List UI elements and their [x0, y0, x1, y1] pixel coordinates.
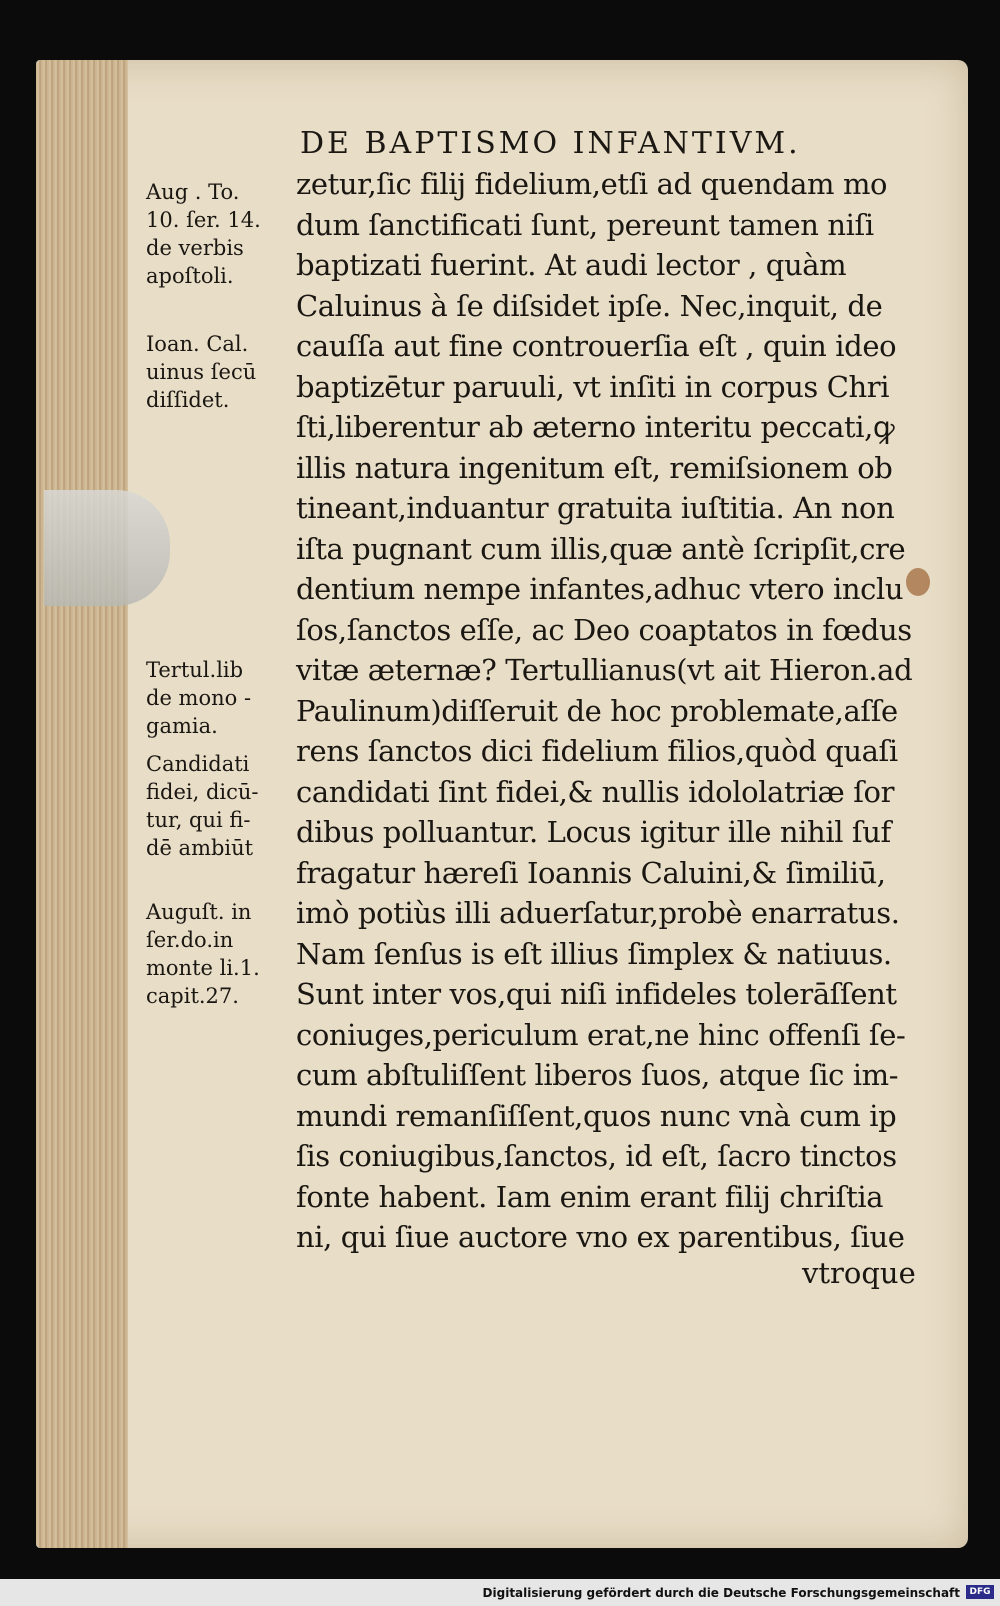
- text-line: rens ſanctos dici fidelium filios,quòd quaſi: [296, 734, 898, 768]
- text-line: Paulinum)diſſeruit de hoc problemate,aſſe: [296, 693, 898, 728]
- text-line: coniuges,periculum erat,ne hinc offenſi ſe-: [296, 1017, 906, 1052]
- main-text: [296, 164, 936, 1258]
- margin-line: monte li.1.: [146, 956, 260, 980]
- text-line: fonte habent. Iam enim erant filij chriſtia: [296, 1179, 884, 1214]
- margin-line: capit.27.: [146, 984, 239, 1008]
- text-line: ſti,liberentur ab æterno interitu peccati,ꝙ: [296, 410, 895, 444]
- text-line: imò potiùs illi aduerſatur,probè enarratus.: [296, 896, 900, 930]
- margin-line: Ioan. Cal.: [146, 332, 249, 356]
- margin-note-augustine: [146, 178, 296, 290]
- text-line: dibus polluantur. Locus igitur ille nihil ſuf: [296, 815, 891, 849]
- text-line: ſis coniugibus,ſanctos, id eſt, ſacro tinctos: [296, 1139, 897, 1173]
- footer-bar: [0, 1579, 1000, 1606]
- text-line: cauſſa aut fine controuerſia eſt , quin ideo: [296, 329, 897, 363]
- margin-note-candidati: [146, 750, 296, 862]
- margin-line: apoſtoli.: [146, 264, 234, 288]
- margin-line: Aug . To.: [146, 180, 240, 204]
- margin-line: de verbis: [146, 236, 244, 260]
- page-edges: [36, 60, 128, 1548]
- dfg-logo: DFG: [966, 1585, 994, 1599]
- running-head: DE BAPTISMO INFANTIVM.: [300, 126, 801, 161]
- margin-line: de mono -: [146, 686, 252, 710]
- margin-line: diſſidet.: [146, 388, 230, 412]
- text-line: baptizati fuerint. At audi lector , quàm: [296, 248, 847, 282]
- margin-note-tertullian: [146, 656, 296, 740]
- margin-note-calvin: [146, 330, 296, 414]
- text-line: baptizētur paruuli, vt inſiti in corpus Chri: [296, 369, 890, 404]
- footer-credit: Digitalisierung gefördert durch die Deutsche Forschungsgemeinschaft: [482, 1586, 960, 1600]
- text-line: tineant,induantur gratuita iuſtitia. An non: [296, 491, 895, 525]
- text-line: cum abſtuliſſent liberos ſuos, atque ſic im-: [296, 1058, 899, 1092]
- text-line: vitæ æternæ? Tertullianus(vt ait Hieron.ad: [296, 653, 913, 687]
- text-line: mundi remanſiſſent,quos nunc vnà cum ip: [296, 1098, 897, 1133]
- margin-line: ſer.do.in: [146, 928, 234, 952]
- margin-line: Candidati: [146, 752, 250, 776]
- text-line: Nam ſenſus is eſt illius ſimplex & natiuus.: [296, 936, 892, 971]
- text-line: dum ſanctificati ſunt, pereunt tamen niſi: [296, 207, 874, 242]
- margin-line: 10. ſer. 14.: [146, 208, 261, 232]
- margin-note-augustine-sermon: [146, 898, 296, 1010]
- text-line: dentium nempe infantes,adhuc vtero inclu: [296, 572, 904, 606]
- margin-line: Auguſt. in: [146, 900, 252, 924]
- margin-line: dē ambiūt: [146, 836, 254, 860]
- text-line: zetur,ſic filij fidelium,etſi ad quendam mo: [296, 167, 888, 201]
- text-line: fragatur hæreſi Ioannis Caluini,& ſimiliū,: [296, 855, 886, 890]
- catchword: vtroque: [802, 1256, 916, 1290]
- text-line: candidati ſint fidei,& nullis idololatriæ ſor: [296, 774, 895, 809]
- page-clip: [44, 490, 170, 606]
- text-line: ſos,ſanctos eſſe, ac Deo coaptatos in fœdus: [296, 612, 912, 647]
- margin-line: fidei, dicū-: [146, 780, 259, 804]
- margin-line: Tertul.lib: [146, 658, 244, 682]
- margin-line: gamia.: [146, 714, 218, 738]
- margin-line: tur, qui fi-: [146, 808, 251, 832]
- text-line: Sunt inter vos,qui niſi infideles tolerāſſent: [296, 977, 897, 1011]
- margin-line: uinus ſecū: [146, 360, 257, 384]
- text-line: Caluinus à ſe diſsidet ipſe. Nec,inquit, de: [296, 288, 883, 323]
- text-line: iſta pugnant cum illis,quæ antè ſcripſit,cre: [296, 531, 906, 566]
- text-line: illis natura ingenitum eſt, remiſsionem ob: [296, 450, 893, 485]
- text-line: ni, qui ſiue auctore vno ex parentibus, ſiue: [296, 1220, 905, 1254]
